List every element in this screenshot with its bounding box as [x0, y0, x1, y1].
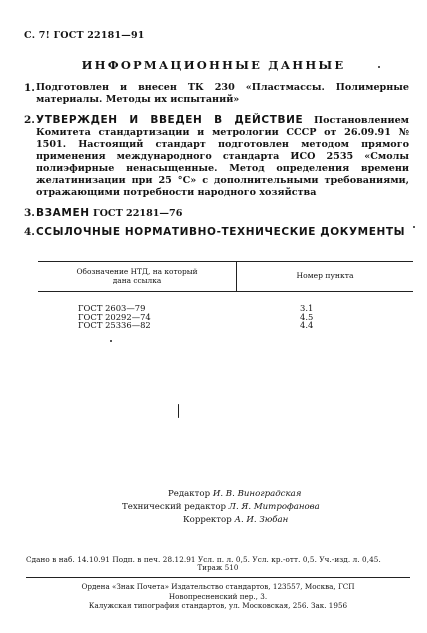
item-heading: ССЫЛОЧНЫЕ НОРМАТИВНО-ТЕХНИЧЕСКИЕ ДОКУМЕНТЫ [36, 226, 406, 238]
imprint-line: Новопресненский пер., 3. [168, 591, 268, 601]
table-row [38, 321, 413, 330]
credit-name: И. В. Виноградская [212, 489, 302, 499]
table-header-row [38, 262, 413, 292]
credit-label: Редактор [168, 489, 211, 499]
credit-editor [168, 488, 301, 501]
info-item-1 [24, 82, 409, 106]
item-number: 4. [24, 226, 35, 238]
column-header-line: Обозначение НТД, на который [76, 267, 198, 276]
publication-line: Сдано в наб. 14.10.91 Подп. в печ. 28.12.91 Усл. п. л. 0,5. Усл. кр.-отт. 0,5. Уч.-изд. л. 0,45. [26, 555, 381, 564]
credit-label: Корректор [183, 515, 232, 525]
item-heading: ВЗАМЕН [36, 207, 90, 219]
item-text: Подготовлен и внесен ТК 230 «Пластмассы. Полимерные материалы. Методы их испытаний» [36, 82, 409, 105]
credit-label: Технический редактор [122, 502, 227, 512]
table-cell-point: 4.5 [300, 311, 314, 322]
table-cell-document: ГОСТ 25336—82 [78, 320, 151, 330]
reference-table [38, 261, 413, 330]
credit-tech-editor [122, 501, 320, 514]
table-cell-point: 4.4 [300, 320, 314, 330]
page-title: ИНФОРМАЦИОННЫЕ ДАННЫЕ [81, 58, 346, 72]
print-run: Тираж 510 [197, 564, 239, 572]
credit-corrector [183, 514, 288, 527]
scan-speck [110, 340, 112, 342]
imprint [26, 582, 410, 611]
item-number: 1. [24, 82, 35, 94]
info-item-4 [24, 226, 409, 239]
column-header-document [38, 268, 236, 285]
item-number: 2. [24, 114, 35, 126]
page-header: С. 7! ГОСТ 22181—91 [24, 30, 145, 41]
footer-rule [26, 577, 410, 578]
item-number: 3. [24, 207, 35, 219]
table-cell-document: ГОСТ 20292—74 [78, 311, 151, 322]
scan-speck [378, 66, 380, 68]
item-heading: УТВЕРЖДЕН И ВВЕДЕН В ДЕЙСТВИЕ [36, 114, 304, 126]
item-text: ГОСТ 22181—76 [92, 208, 183, 219]
item-text: Постановлением Комитета стандартизации и метрологии СССР от 26.09.91 № 1501. Настоящий стандарт подготовлен методом прямого применения международного стандарта ИСО 2535 «Смолы полиэфирные ненасыщенные. Метод определения времени желатинизации при 25 °С» с дополнительными требованиями, отражающими потребности народного хозяйства [36, 115, 410, 198]
table-cell-document: ГОСТ 2603—79 [78, 303, 146, 313]
credit-name: Л. Я. Митрофанова [228, 502, 320, 512]
publication-details [26, 555, 410, 572]
scan-speck [413, 226, 415, 228]
column-header-point: Номер пункта [296, 271, 354, 280]
column-header-line: дана ссылка [112, 275, 162, 285]
table-cell-point: 3.1 [300, 303, 314, 313]
imprint-line: Ордена «Знак Почета» Издательство стандартов, 123557, Москва, ГСП [81, 582, 355, 591]
credit-name: А. И. Зюбан [234, 515, 289, 525]
scan-speck [178, 404, 179, 418]
info-item-2 [24, 114, 409, 199]
imprint-line: Калужская типография стандартов, ул. Московская, 256. Зак. 1956 [88, 601, 348, 610]
info-item-3 [24, 207, 409, 220]
